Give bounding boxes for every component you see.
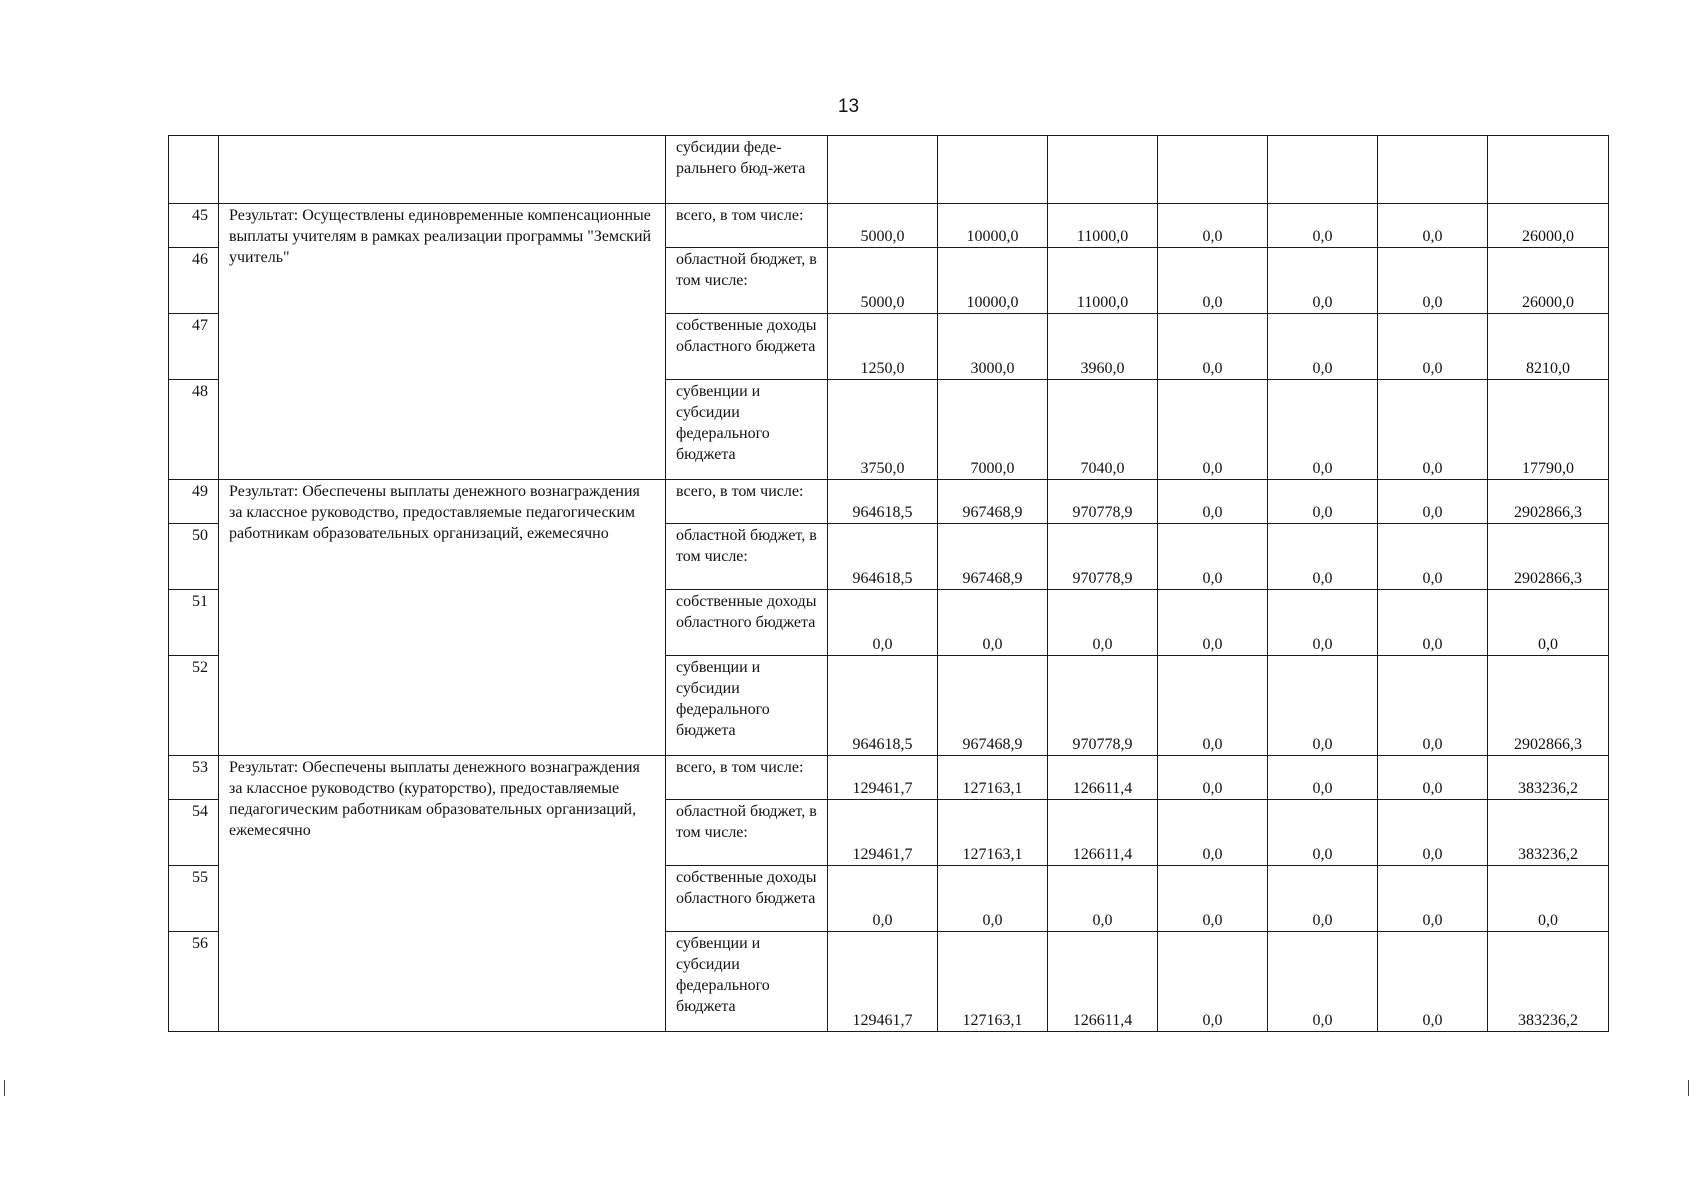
value-cell xyxy=(828,136,938,204)
value-cell: 129461,7 xyxy=(828,756,938,800)
result-description: Результат: Осуществлены единовременные компенсационные выплаты учителям в рамках реализации программы "Земский учитель" xyxy=(219,204,666,480)
total-value-cell: 0,0 xyxy=(1488,866,1609,932)
value-cell: 7000,0 xyxy=(938,380,1048,480)
value-cell: 10000,0 xyxy=(938,248,1048,314)
funding-source: областной бюджет, в том числе: xyxy=(666,524,828,590)
value-cell: 964618,5 xyxy=(828,480,938,524)
value-cell: 0,0 xyxy=(1268,480,1378,524)
funding-source: субсидии феде-ральнего бюд-жета xyxy=(666,136,828,204)
value-cell: 0,0 xyxy=(1158,524,1268,590)
value-cell: 964618,5 xyxy=(828,656,938,756)
carryover-row xyxy=(169,136,1609,204)
funding-source: субвенции и субсидии федерального бюджета xyxy=(666,932,828,1032)
funding-source: собственные доходы областного бюджета xyxy=(666,314,828,380)
result-description: Результат: Обеспечены выплаты денежного вознаграждения за классное руководство, предоставляемые педагогическим работникам образовательных организаций, ежемесячно xyxy=(219,480,666,756)
scan-edge-mark xyxy=(4,1080,5,1096)
budget-table xyxy=(168,135,1609,1032)
value-cell: 0,0 xyxy=(1158,314,1268,380)
funding-source: всего, в том числе: xyxy=(666,204,828,248)
value-cell: 127163,1 xyxy=(938,756,1048,800)
total-value-cell: 383236,2 xyxy=(1488,756,1609,800)
value-cell: 0,0 xyxy=(1268,524,1378,590)
value-cell: 970778,9 xyxy=(1048,480,1158,524)
value-cell xyxy=(1378,136,1488,204)
value-cell: 967468,9 xyxy=(938,480,1048,524)
value-cell: 0,0 xyxy=(1378,756,1488,800)
value-cell: 0,0 xyxy=(1378,248,1488,314)
value-cell: 0,0 xyxy=(1158,204,1268,248)
value-cell: 0,0 xyxy=(1268,248,1378,314)
value-cell: 0,0 xyxy=(1378,590,1488,656)
value-cell: 0,0 xyxy=(1378,314,1488,380)
value-cell: 967468,9 xyxy=(938,524,1048,590)
value-cell: 0,0 xyxy=(1268,656,1378,756)
value-cell: 3960,0 xyxy=(1048,314,1158,380)
total-value-cell: 26000,0 xyxy=(1488,248,1609,314)
total-value-cell: 8210,0 xyxy=(1488,314,1609,380)
value-cell: 967468,9 xyxy=(938,656,1048,756)
value-cell: 0,0 xyxy=(1158,480,1268,524)
row-number: 56 xyxy=(169,932,219,1032)
value-cell xyxy=(1048,136,1158,204)
value-cell: 0,0 xyxy=(1268,932,1378,1032)
value-cell: 0,0 xyxy=(1158,932,1268,1032)
total-value-cell: 2902866,3 xyxy=(1488,656,1609,756)
value-cell: 0,0 xyxy=(1378,524,1488,590)
value-cell: 129461,7 xyxy=(828,932,938,1032)
value-cell: 0,0 xyxy=(938,590,1048,656)
total-value-cell: 383236,2 xyxy=(1488,932,1609,1032)
value-cell: 3750,0 xyxy=(828,380,938,480)
value-cell: 970778,9 xyxy=(1048,656,1158,756)
value-cell: 0,0 xyxy=(1158,800,1268,866)
table-row xyxy=(169,204,1609,248)
scan-edge-mark xyxy=(1688,1080,1689,1096)
total-value-cell: 17790,0 xyxy=(1488,380,1609,480)
table-row xyxy=(169,756,1609,800)
value-cell: 0,0 xyxy=(1268,204,1378,248)
row-number: 45 xyxy=(169,204,219,248)
value-cell: 127163,1 xyxy=(938,932,1048,1032)
funding-source: областной бюджет, в том числе: xyxy=(666,800,828,866)
value-cell: 0,0 xyxy=(1378,800,1488,866)
value-cell: 0,0 xyxy=(1158,380,1268,480)
value-cell: 0,0 xyxy=(1048,590,1158,656)
value-cell: 0,0 xyxy=(1268,756,1378,800)
value-cell: 1250,0 xyxy=(828,314,938,380)
value-cell: 0,0 xyxy=(1268,380,1378,480)
value-cell: 0,0 xyxy=(1158,656,1268,756)
value-cell: 0,0 xyxy=(1378,932,1488,1032)
result-description: Результат: Обеспечены выплаты денежного вознаграждения за классное руководство (кураторство), предоставляемые педагогическим работникам образовательных организаций, ежемесячно xyxy=(219,756,666,1032)
funding-source: субвенции и субсидии федерального бюджета xyxy=(666,656,828,756)
value-cell xyxy=(1268,136,1378,204)
value-cell xyxy=(1158,136,1268,204)
row-number: 54 xyxy=(169,800,219,866)
value-cell: 0,0 xyxy=(1158,866,1268,932)
total-value-cell: 2902866,3 xyxy=(1488,524,1609,590)
value-cell: 126611,4 xyxy=(1048,932,1158,1032)
row-number: 52 xyxy=(169,656,219,756)
value-cell: 0,0 xyxy=(1378,656,1488,756)
value-cell: 11000,0 xyxy=(1048,248,1158,314)
row-number: 55 xyxy=(169,866,219,932)
row-number: 51 xyxy=(169,590,219,656)
value-cell: 0,0 xyxy=(1378,380,1488,480)
value-cell: 5000,0 xyxy=(828,204,938,248)
value-cell: 0,0 xyxy=(828,866,938,932)
value-cell: 0,0 xyxy=(1268,314,1378,380)
value-cell: 0,0 xyxy=(1158,756,1268,800)
row-number: 50 xyxy=(169,524,219,590)
total-value-cell: 26000,0 xyxy=(1488,204,1609,248)
value-cell: 0,0 xyxy=(938,866,1048,932)
value-cell: 0,0 xyxy=(1268,800,1378,866)
value-cell: 10000,0 xyxy=(938,204,1048,248)
value-cell: 7040,0 xyxy=(1048,380,1158,480)
value-cell: 964618,5 xyxy=(828,524,938,590)
value-cell: 0,0 xyxy=(1158,590,1268,656)
value-cell: 127163,1 xyxy=(938,800,1048,866)
row-number: 47 xyxy=(169,314,219,380)
funding-source: областной бюджет, в том числе: xyxy=(666,248,828,314)
value-cell: 5000,0 xyxy=(828,248,938,314)
row-number: 49 xyxy=(169,480,219,524)
row-number: 48 xyxy=(169,380,219,480)
value-cell: 0,0 xyxy=(1378,866,1488,932)
value-cell: 0,0 xyxy=(1378,204,1488,248)
value-cell: 11000,0 xyxy=(1048,204,1158,248)
page-number: 13 xyxy=(837,96,860,117)
value-cell: 0,0 xyxy=(1048,866,1158,932)
value-cell: 126611,4 xyxy=(1048,756,1158,800)
result-description xyxy=(219,136,666,204)
value-cell: 0,0 xyxy=(1158,248,1268,314)
total-value-cell: 383236,2 xyxy=(1488,800,1609,866)
value-cell: 129461,7 xyxy=(828,800,938,866)
value-cell: 0,0 xyxy=(828,590,938,656)
total-value-cell: 0,0 xyxy=(1488,590,1609,656)
funding-source: собственные доходы областного бюджета xyxy=(666,590,828,656)
value-cell: 0,0 xyxy=(1268,590,1378,656)
total-value-cell: 2902866,3 xyxy=(1488,480,1609,524)
row-number: 46 xyxy=(169,248,219,314)
value-cell: 3000,0 xyxy=(938,314,1048,380)
funding-source: всего, в том числе: xyxy=(666,480,828,524)
value-cell xyxy=(938,136,1048,204)
funding-source: субвенции и субсидии федерального бюджета xyxy=(666,380,828,480)
value-cell: 126611,4 xyxy=(1048,800,1158,866)
value-cell: 970778,9 xyxy=(1048,524,1158,590)
value-cell xyxy=(1488,136,1609,204)
value-cell: 0,0 xyxy=(1378,480,1488,524)
row-number: 53 xyxy=(169,756,219,800)
funding-source: всего, в том числе: xyxy=(666,756,828,800)
funding-source: собственные доходы областного бюджета xyxy=(666,866,828,932)
table-row xyxy=(169,480,1609,524)
value-cell: 0,0 xyxy=(1268,866,1378,932)
row-number xyxy=(169,136,219,204)
